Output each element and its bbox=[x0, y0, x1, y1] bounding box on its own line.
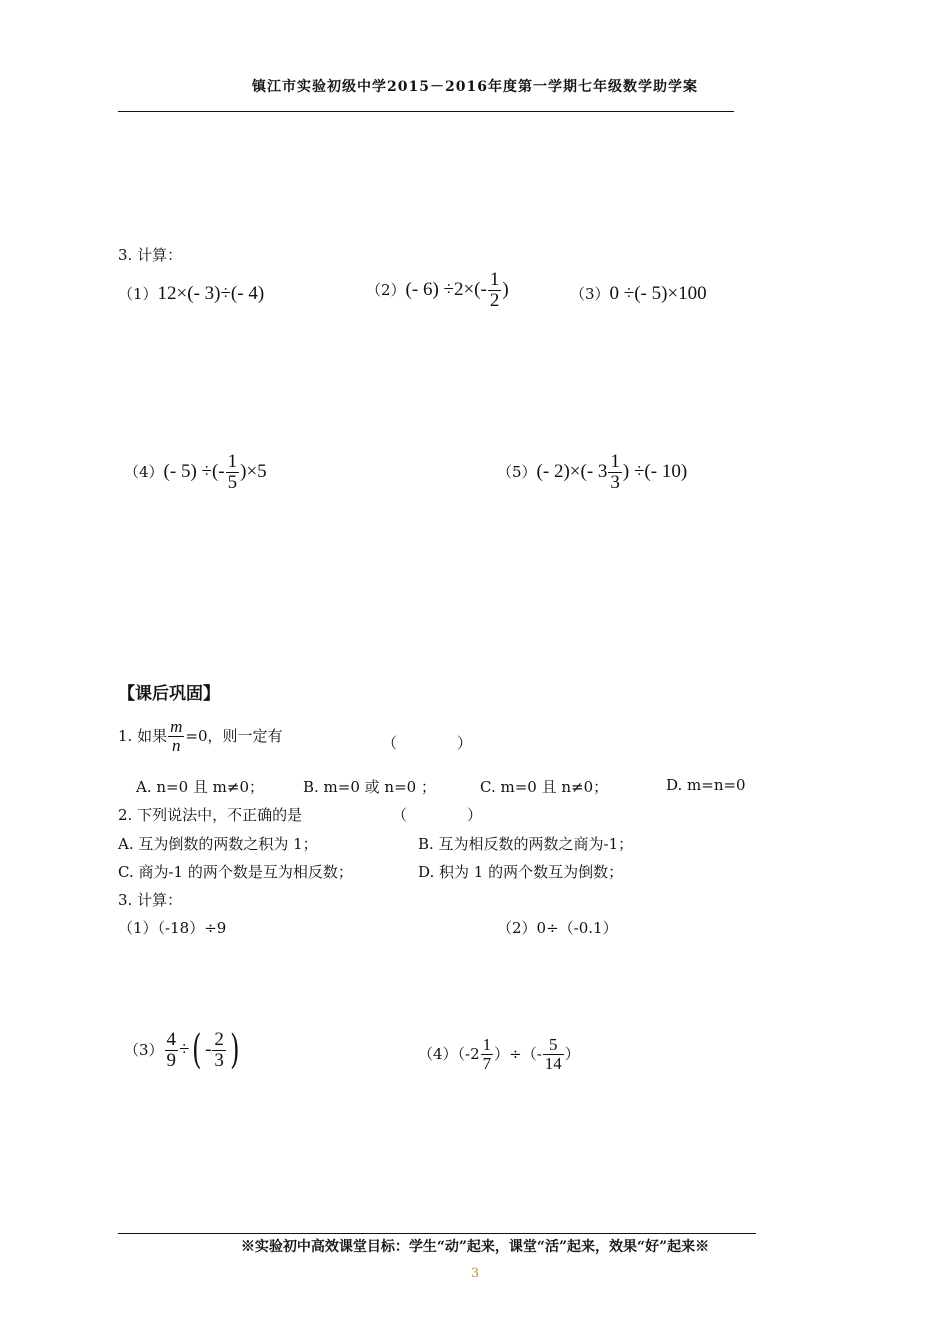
calc-item-4-pre: (- 5) ÷(- bbox=[163, 460, 225, 482]
calc-item-1 bbox=[118, 283, 264, 305]
calc-item-4 bbox=[124, 452, 267, 493]
question-3-item-3-op: ÷ bbox=[179, 1038, 190, 1060]
calc-item-1-label: （1） bbox=[118, 285, 158, 303]
question-3-item-4 bbox=[418, 1036, 580, 1073]
question-2-option-b: B. 互为相反数的两数之商为-1； bbox=[418, 835, 634, 853]
calc-item-5-label: （5） bbox=[497, 462, 537, 481]
page-header-title: 镇江市实验初级中学2015－2016年度第一学期七年级数学助学案 bbox=[252, 79, 698, 95]
question-2-option-c: C. 商为-1 的两个数是互为相反数； bbox=[118, 863, 353, 881]
calc-item-3-label: （3） bbox=[570, 285, 610, 303]
question-1-suffix: =0，则一定有 bbox=[185, 726, 283, 745]
question-3-item-3-fraction-2: $\frac{2}{3}$ bbox=[214, 1029, 224, 1071]
calc-item-3 bbox=[570, 283, 707, 305]
right-paren-glyph: ) bbox=[230, 1027, 240, 1074]
calc-item-1-expr: 12×(- 3)÷(- 4) bbox=[157, 283, 265, 304]
question-1-answer-blank: （ ） bbox=[382, 734, 473, 752]
calc-item-2-post: ) bbox=[502, 278, 509, 300]
question-1-option-b: B. m=0 或 n=0 ； bbox=[303, 778, 436, 796]
question-2-answer-blank: （ ） bbox=[392, 806, 483, 824]
question-2-option-a: A. 互为倒数的两数之积为 1； bbox=[118, 835, 318, 853]
question-3-item-3-sign: - bbox=[205, 1038, 212, 1060]
question-3-item-3-fraction-1: $\frac{4}{9}$ bbox=[166, 1029, 177, 1071]
calc-item-3-expr: 0 ÷(- 5)×100 bbox=[609, 283, 707, 304]
footer-divider bbox=[118, 1233, 756, 1234]
question-2-text: 2. 下列说法中，不正确的是 bbox=[118, 806, 303, 824]
calc-item-2-pre: (- 6) ÷2×(- bbox=[405, 278, 487, 300]
footer-slogan: ※实验初中高效课堂目标：学生“动”起来，课堂“活”起来，效果“好”起来※ bbox=[240, 1239, 710, 1255]
calc-item-5-fraction: $\frac{1}{3}$ bbox=[610, 451, 620, 493]
question-2-option-d: D. 积为 1 的两个数互为倒数； bbox=[418, 863, 624, 881]
calc-item-2-fraction: $\frac{1}{2}$ bbox=[489, 269, 500, 311]
question-3-item-1: （1）（-18）÷9 bbox=[118, 919, 227, 937]
question-3-item-3 bbox=[124, 1027, 243, 1074]
question-1 bbox=[118, 718, 283, 755]
calc-item-4-fraction: $\frac{1}{5}$ bbox=[227, 451, 238, 493]
question-3-item-4-fraction-2: $\frac{5}{14}$ bbox=[544, 1035, 562, 1073]
section2-title: 【课后巩固】 bbox=[118, 684, 220, 704]
question-3-item-4-label: （4）（-2 bbox=[418, 1044, 480, 1063]
question-3-item-3-label: （3） bbox=[124, 1040, 164, 1059]
header-divider bbox=[118, 111, 734, 112]
question-3-item-4-mid: ）÷（- bbox=[494, 1044, 542, 1063]
calc-item-2 bbox=[366, 270, 509, 311]
question-3-item-2: （2）0÷（-0.1） bbox=[497, 919, 618, 937]
question-1-prefix: 1. 如果 bbox=[118, 726, 168, 745]
question-1-option-c: C. m=0 且 n≠0； bbox=[480, 778, 609, 796]
calc-item-2-label: （2） bbox=[366, 280, 406, 299]
question-1-fraction: $\frac{m}{n}$ bbox=[170, 717, 183, 755]
calc-item-5 bbox=[497, 452, 687, 493]
question-3-heading: 3. 计算： bbox=[118, 891, 183, 909]
page-number: 3 bbox=[470, 1266, 480, 1281]
calc-item-4-post: )×5 bbox=[240, 460, 267, 482]
calc-item-5-post: ) ÷(- 10) bbox=[622, 460, 688, 482]
calc-item-5-pre: (- 2)×(- 3 bbox=[536, 460, 608, 482]
section1-heading: 3. 计算： bbox=[118, 246, 183, 264]
calc-item-4-label: （4） bbox=[124, 462, 164, 481]
question-3-item-4-fraction-1: $\frac{1}{7}$ bbox=[482, 1035, 492, 1073]
question-1-option-a: A. n=0 且 m≠0； bbox=[136, 778, 265, 796]
question-3-item-4-end: ） bbox=[564, 1044, 580, 1063]
left-paren-glyph: ( bbox=[192, 1027, 202, 1074]
question-1-option-d: D. m=n=0 bbox=[666, 776, 746, 794]
